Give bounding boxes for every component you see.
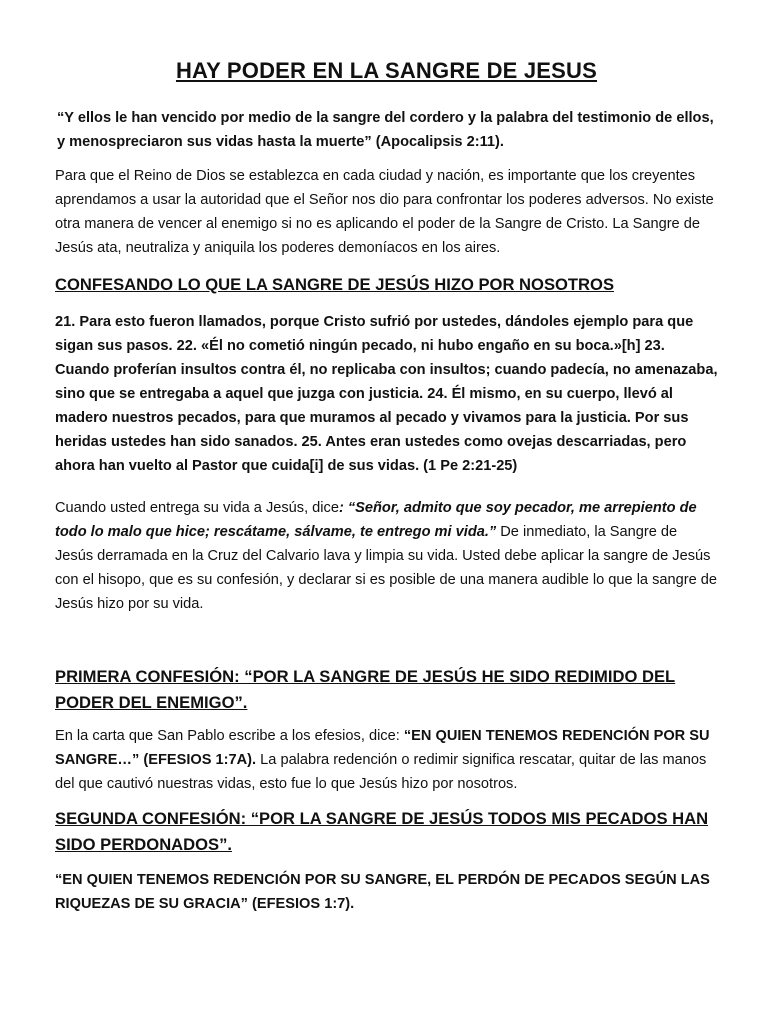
intro-quote-text: “Y ellos le han vencido por medio de la sangre del cordero y la palabra del testimonio de ellos, y menospreciaron sus vidas hasta la muerte”: [57, 110, 714, 150]
salvation-colon: :: [338, 500, 348, 516]
redemption-rest: La palabra redención o redimir significa rescatar, quitar de las manos del que cautivó nuestras vidas, esto fue lo que Jesús hizo por nosotros.: [55, 752, 707, 792]
section-heading-primera-confesion: PRIMERA CONFESIÓN: “POR LA SANGRE DE JESÚS HE SIDO REDIMIDO DEL PODER DEL ENEMIGO”.: [55, 667, 676, 712]
redemption-paragraph: [55, 724, 718, 796]
redemption-quote: “EN QUIEN TENEMOS REDENCIÓN POR SU SANGRE…” (EFESIOS 1:7A).: [55, 728, 710, 768]
salvation-prayer-quote: “Señor, admito que soy pecador, me arrepiento de todo lo malo que hice; rescátame, sálvame, te entrego mi vida.”: [55, 500, 697, 540]
section-heading-confesando: CONFESANDO LO QUE LA SANGRE DE JESÚS HIZO POR NOSOTROS: [55, 275, 615, 294]
intro-quote: [55, 106, 718, 154]
forgiveness-quote: “EN QUIEN TENEMOS REDENCIÓN POR SU SANGRE, EL PERDÓN DE PECADOS SEGÚN LAS RIQUEZAS DE SU GRACIA” (EFESIOS 1:7).: [55, 872, 710, 912]
intro-quote-reference: (Apocalipsis 2:11).: [371, 134, 504, 150]
document-title: HAY PODER EN LA SANGRE DE JESUS: [175, 58, 598, 83]
scripture-passage: 21. Para esto fueron llamados, porque Cristo sufrió por ustedes, dándoles ejemplo para que sigan sus pasos. 22. «Él no cometió ningún pecado, ni hubo engaño en su boca.»[h] 23. Cuando proferían insultos contra él, no replicaba con insultos; cuando padecía, no amenazaba, sino que se entregaba a aquel que juzga con justicia. 24. Él mismo, en su cuerpo, llevó al madero nuestros pecados, para que muramos al pecado y vivamos para la justicia. Por sus heridas ustedes han sido sanados. 25. Antes eran ustedes como ovejas descarriadas, pero ahora han vuelto al Pastor que cuida[i] de sus vidas. (1 Pe 2:21-25): [55, 314, 718, 474]
salvation-paragraph: [55, 496, 718, 616]
salvation-rest: De inmediato, la Sangre de Jesús derramada en la Cruz del Calvario lava y limpia su vida. Usted debe aplicar la sangre de Jesús con el hisopo, que es su confesión, y declarar si es posible de una manera audible lo que la sangre de Jesús hizo por su vida.: [55, 524, 718, 612]
intro-paragraph: Para que el Reino de Dios se establezca en cada ciudad y nación, es importante que los creyentes aprendamos a usar la autoridad que el Señor nos dio para confrontar los poderes adversos. No existe otra manera de vencer al enemigo si no es aplicando el poder de la Sangre de Cristo. La Sangre de Jesús ata, neutraliza y aniquila los poderes demoníacos en los aires.: [55, 168, 714, 256]
redemption-lead: En la carta que San Pablo escribe a los efesios, dice:: [55, 728, 404, 744]
section-heading-segunda-confesion: SEGUNDA CONFESIÓN: “POR LA SANGRE DE JESÚS TODOS MIS PECADOS HAN SIDO PERDONADOS”.: [55, 809, 709, 854]
salvation-lead: Cuando usted entrega su vida a Jesús, dice: [55, 500, 339, 516]
